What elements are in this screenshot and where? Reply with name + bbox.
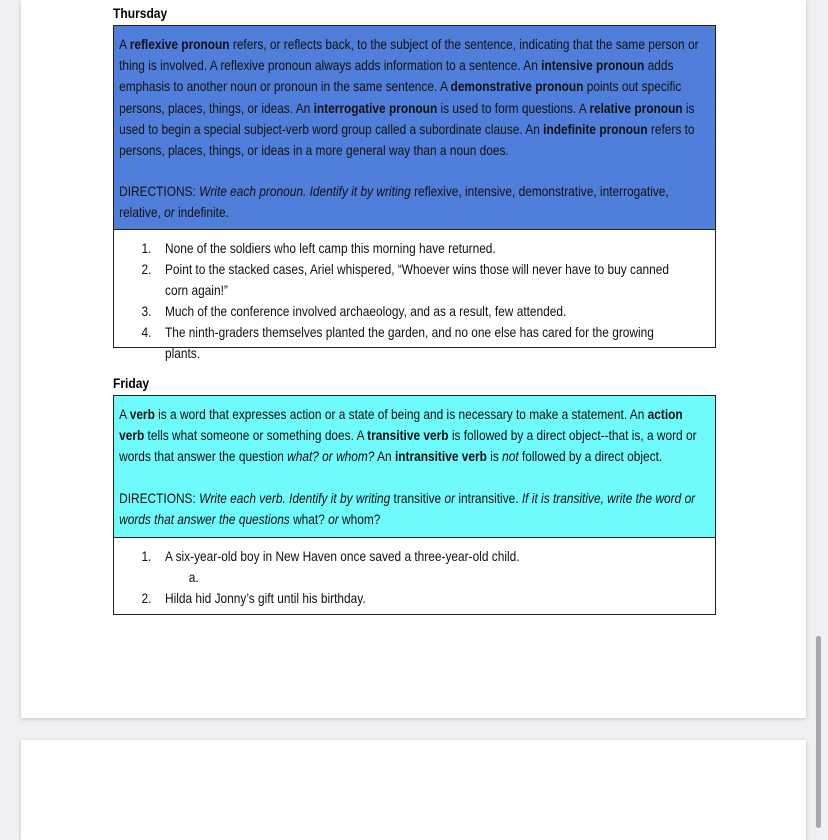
text-run: is used to begin a special subject-verb word group called a subordinate clause. An [119, 99, 695, 137]
text-run: demonstrative pronoun [450, 78, 584, 95]
text-run: A [119, 406, 130, 422]
next-page [21, 740, 806, 840]
scrollbar-thumb[interactable] [816, 636, 821, 828]
text-run: relative pronoun [589, 99, 683, 116]
text-run: Write each pronoun. Identify it by writing [199, 183, 415, 200]
item-text: The ninth-graders themselves planted the garden, and no one else has cared for the growing plants. [165, 324, 654, 361]
list-item [114, 238, 701, 259]
text-run: reflexive pronoun [129, 36, 230, 52]
item-number: 4. [141, 324, 152, 340]
item-number: 2. [141, 261, 152, 277]
friday-intro [119, 404, 706, 468]
text-run: intensive pronoun [541, 57, 645, 74]
text-run: or [328, 510, 343, 527]
text-run: followed by a direct object. [518, 448, 663, 465]
text-run: verb [129, 406, 155, 422]
item-text: Hilda hid Jonny’s gift until his birthday. [165, 590, 366, 606]
text-run: what? or whom? [287, 448, 375, 465]
item-text: None of the soldiers who left camp this morning have returned. [165, 240, 496, 256]
text-run: tells what someone or something does. A [144, 427, 368, 444]
text-run: refers, or reflects back, to the subject of the sentence, indicating that the same person or thing is involved. A reflexive pronoun always adds information to a sentence. An [119, 36, 699, 74]
item-number: 2. [141, 590, 152, 606]
text-run: what? [293, 510, 329, 527]
item-number: 1. [141, 548, 152, 564]
text-run: intransitive. [458, 489, 522, 506]
friday-directions [119, 488, 706, 530]
item-text: Point to the stacked cases, Ariel whispered, “Whoever wins those will never have to buy canned corn again!” [165, 261, 670, 298]
text-run: or [444, 489, 459, 506]
friday-exercise-list [113, 538, 716, 615]
list-item [114, 546, 701, 567]
text-run: is used to form questions. A [437, 99, 590, 116]
text-run: DIRECTIONS: [119, 489, 200, 506]
answer-line[interactable]: a. [188, 569, 199, 585]
text-run: interrogative pronoun [313, 99, 438, 116]
text-run: points out specific persons, places, things, or ideas. An [119, 78, 682, 116]
text-run: DIRECTIONS: [119, 183, 200, 200]
text-run: is a word that expresses action or a state of being and is necessary to make a statement. An [154, 406, 648, 422]
text-run: An [374, 448, 395, 465]
thursday-lesson-box [113, 25, 716, 230]
text-run: is [486, 448, 503, 465]
text-run: indefinite pronoun [543, 120, 648, 137]
text-run: whom? [342, 510, 381, 527]
text-run: If it is transitive, write the word or words that answer the questions [119, 489, 696, 527]
thursday-heading: Thursday [113, 5, 168, 21]
text-run: transitive verb [367, 427, 449, 444]
thursday-intro [119, 34, 706, 161]
text-run: reflexive, intensive, demonstrative, interrogative, relative, [119, 183, 669, 221]
text-run: intransitive verb [394, 448, 487, 465]
text-run: adds emphasis to another noun or pronoun in the same sentence. A [119, 57, 674, 95]
text-run: transitive [393, 489, 445, 506]
text-run: indefinite. [177, 204, 229, 221]
text-run: A [119, 36, 130, 52]
item-number: 1. [141, 240, 152, 256]
text-run: refers to persons, places, things, or ideas in a more general way than a noun does. [119, 120, 695, 159]
item-text: Much of the conference involved archaeology, and as a result, few attended. [165, 303, 567, 319]
list-item [114, 588, 701, 609]
item-text: A six-year-old boy in New Haven once saved a three-year-old child. [165, 548, 520, 564]
text-run: or [164, 204, 178, 221]
friday-heading: Friday [113, 375, 150, 391]
item-number: 3. [141, 303, 152, 319]
list-item [114, 301, 701, 322]
thursday-directions [119, 181, 706, 223]
thursday-exercise-list [113, 230, 716, 361]
list-item [114, 322, 701, 364]
list-item [114, 259, 701, 301]
text-run: not [502, 448, 519, 465]
friday-lesson-box [113, 395, 716, 538]
text-run: is followed by a direct object--that is, a word or words that answer the question [119, 427, 697, 465]
text-run: Write each verb. Identify it by writing [199, 489, 394, 506]
text-run: action verb [119, 406, 683, 444]
